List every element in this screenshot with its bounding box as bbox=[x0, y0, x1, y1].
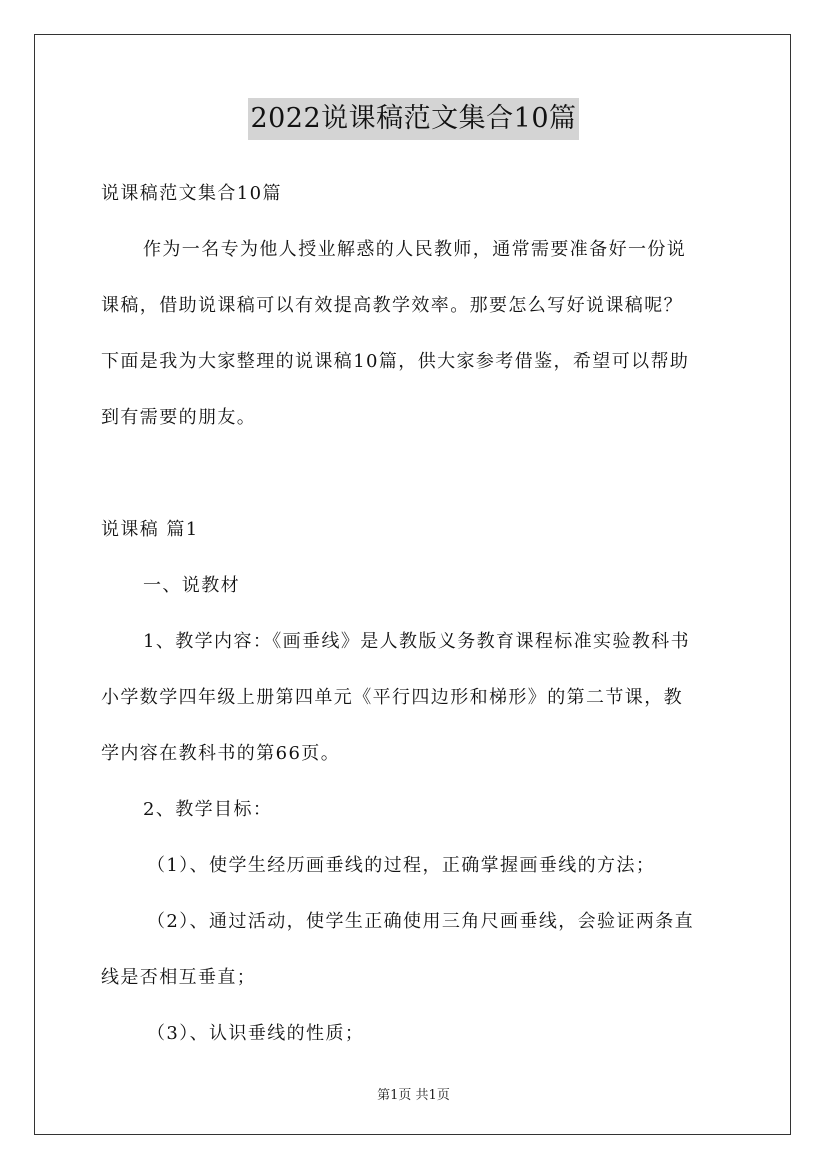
document-title: 2022说课稿范文集合10篇 bbox=[248, 98, 578, 140]
teaching-content-line: 学内容在教科书的第66页。 bbox=[101, 743, 341, 764]
blank-line bbox=[101, 446, 729, 502]
intro-line: 到有需要的朋友。 bbox=[101, 407, 257, 428]
teaching-content-line: 1、教学内容：《画垂线》是人教版义务教育课程标准实验教科书 bbox=[143, 631, 691, 652]
objective-item-continuation: 线是否相互垂直； bbox=[101, 967, 257, 988]
document-body bbox=[101, 166, 729, 1062]
objective-item: （3）、认识垂线的性质； bbox=[147, 1023, 365, 1044]
intro-line: 作为一名专为他人授业解惑的人民教师，通常需要准备好一份说 bbox=[143, 239, 687, 260]
objectives-heading: 2、教学目标： bbox=[143, 799, 273, 820]
intro-line: 下面是我为大家整理的说课稿10篇，供大家参考借鉴，希望可以帮助 bbox=[101, 351, 690, 372]
part-heading: 一、说教材 bbox=[143, 575, 240, 596]
intro-line: 课稿，借助说课稿可以有效提高教学效率。那要怎么写好说课稿呢？ bbox=[101, 295, 683, 316]
objective-item: （2）、通过活动，使学生正确使用三角尺画垂线，会验证两条直 bbox=[147, 911, 695, 932]
title-container bbox=[0, 98, 827, 140]
subtitle: 说课稿范文集合10篇 bbox=[101, 183, 282, 204]
objective-item: （1）、使学生经历画垂线的过程，正确掌握画垂线的方法； bbox=[147, 855, 656, 876]
teaching-content-line: 小学数学四年级上册第四单元《平行四边形和梯形》的第二节课，教 bbox=[101, 687, 683, 708]
page-footer: 第1页 共1页 bbox=[377, 1088, 450, 1103]
section-heading: 说课稿 篇1 bbox=[101, 519, 199, 540]
